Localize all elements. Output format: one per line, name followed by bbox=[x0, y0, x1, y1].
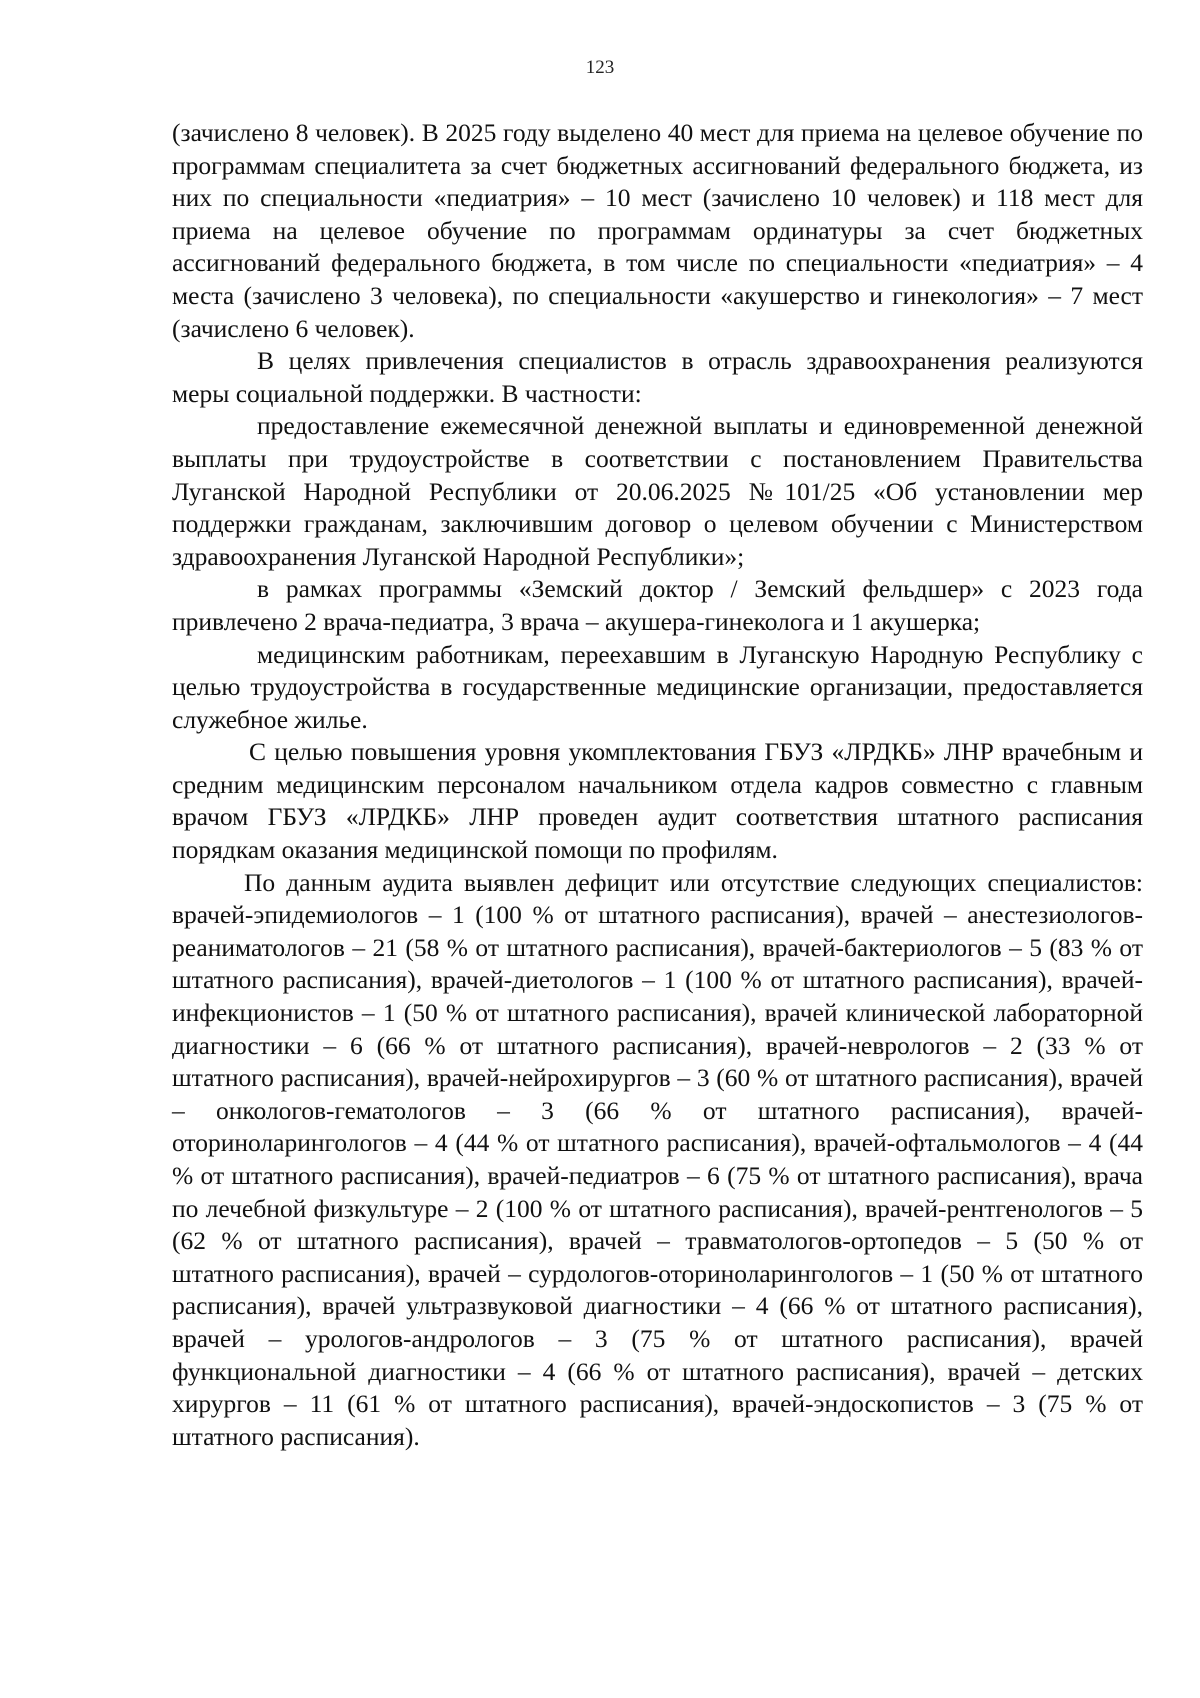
paragraph-enrollment-continuation: (зачислено 8 человек). В 2025 году выделено 40 мест для приема на целевое обучение по программам специалитета за счет бюджетных ассигнований федерального бюджета, из них по специальности «педиатрия» – 10 мест (зачислено 10 человек) и 118 мест для приема на целевое обучение по программам ординатуры за счет бюджетных ассигнований федерального бюджета, в том числе по специальности «педиатрия» – 4 места (зачислено 3 человека), по специальности «акушерство и гинекология» – 7 мест (зачислено 6 человек). bbox=[172, 118, 1143, 343]
paragraph-social-support-intro: В целях привлечения специалистов в отрасль здравоохранения реализуются меры социальной поддержки. В частности: bbox=[172, 346, 1143, 408]
paragraph-staffing-audit: С целью повышения уровня укомплектования ГБУЗ «ЛРДКБ» ЛНР врачебным и средним медицинским персоналом начальником отдела кадров совместно с главным врачом ГБУЗ «ЛРДКБ» ЛНР проведен аудит соответствия штатного расписания порядкам оказания медицинской помощи по профилям. bbox=[172, 737, 1143, 865]
paragraph-housing: медицинским работникам, переехавшим в Луганскую Народную Республику с целью трудоустройства в государственные медицинские организации, предоставляется служебное жилье. bbox=[172, 639, 1143, 734]
page-number: 123 bbox=[585, 57, 615, 78]
paragraph-audit-deficit: По данным аудита выявлен дефицит или отсутствие следующих специалистов: врачей-эпидемиологов – 1 (100 % от штатного расписания), врачей – анестезиологов-реаниматологов – 21 (58 % от штатного расписания), врачей-бактериологов – 5 (83 % от штатного расписания), врачей-диетологов – 1 (100 % от штатного расписания), врачей-инфекционистов – 1 (50 % от штатного расписания), врачей клинической лабораторной диагностики – 6 (66 % от штатного расписания), врачей-неврологов – 2 (33 % от штатного расписания), врачей-нейрохирургов – 3 (60 % от штатного расписания), врачей – онкологов-гематологов – 3 (66 % от штатного расписания), врачей-оториноларингологов – 4 (44 % от штатного расписания), врачей-офтальмологов – 4 (44 % от штатного расписания), врачей-педиатров – 6 (75 % от штатного расписания), врача по лечебной физкультуре – 2 (100 % от штатного расписания), врачей-рентгенологов – 5 (62 % от штатного расписания), врачей – травматологов-ортопедов – 5 (50 % от штатного расписания), врачей – сурдологов-оториноларингологов – 1 (50 % от штатного расписания), врачей ультразвуковой диагностики – 4 (66 % от штатного расписания), врачей – урологов-андрологов – 3 (75 % от штатного расписания), врачей функциональной диагностики – 4 (66 % от штатного расписания), врачей – детских хирургов – 11 (61 % от штатного расписания), врачей-эндоскопистов – 3 (75 % от штатного расписания). bbox=[172, 867, 1143, 1451]
paragraph-zemsky-doctor: в рамках программы «Земский доктор / Земский фельдшер» с 2023 года привлечено 2 врача-педиатра, 3 врача – акушера-гинеколога и 1 акушерка; bbox=[172, 574, 1143, 636]
document-body bbox=[172, 117, 1143, 1453]
paragraph-monthly-payment: предоставление ежемесячной денежной выплаты и единовременной денежной выплаты при трудоустройстве в соответствии с постановлением Правительства Луганской Народной Республики от 20.06.2025 №101/25 «Об установлении мер поддержки гражданам, заключившим договор о целевом обучении с Министерством здравоохранения Луганской Народной Республики»; bbox=[172, 411, 1143, 571]
